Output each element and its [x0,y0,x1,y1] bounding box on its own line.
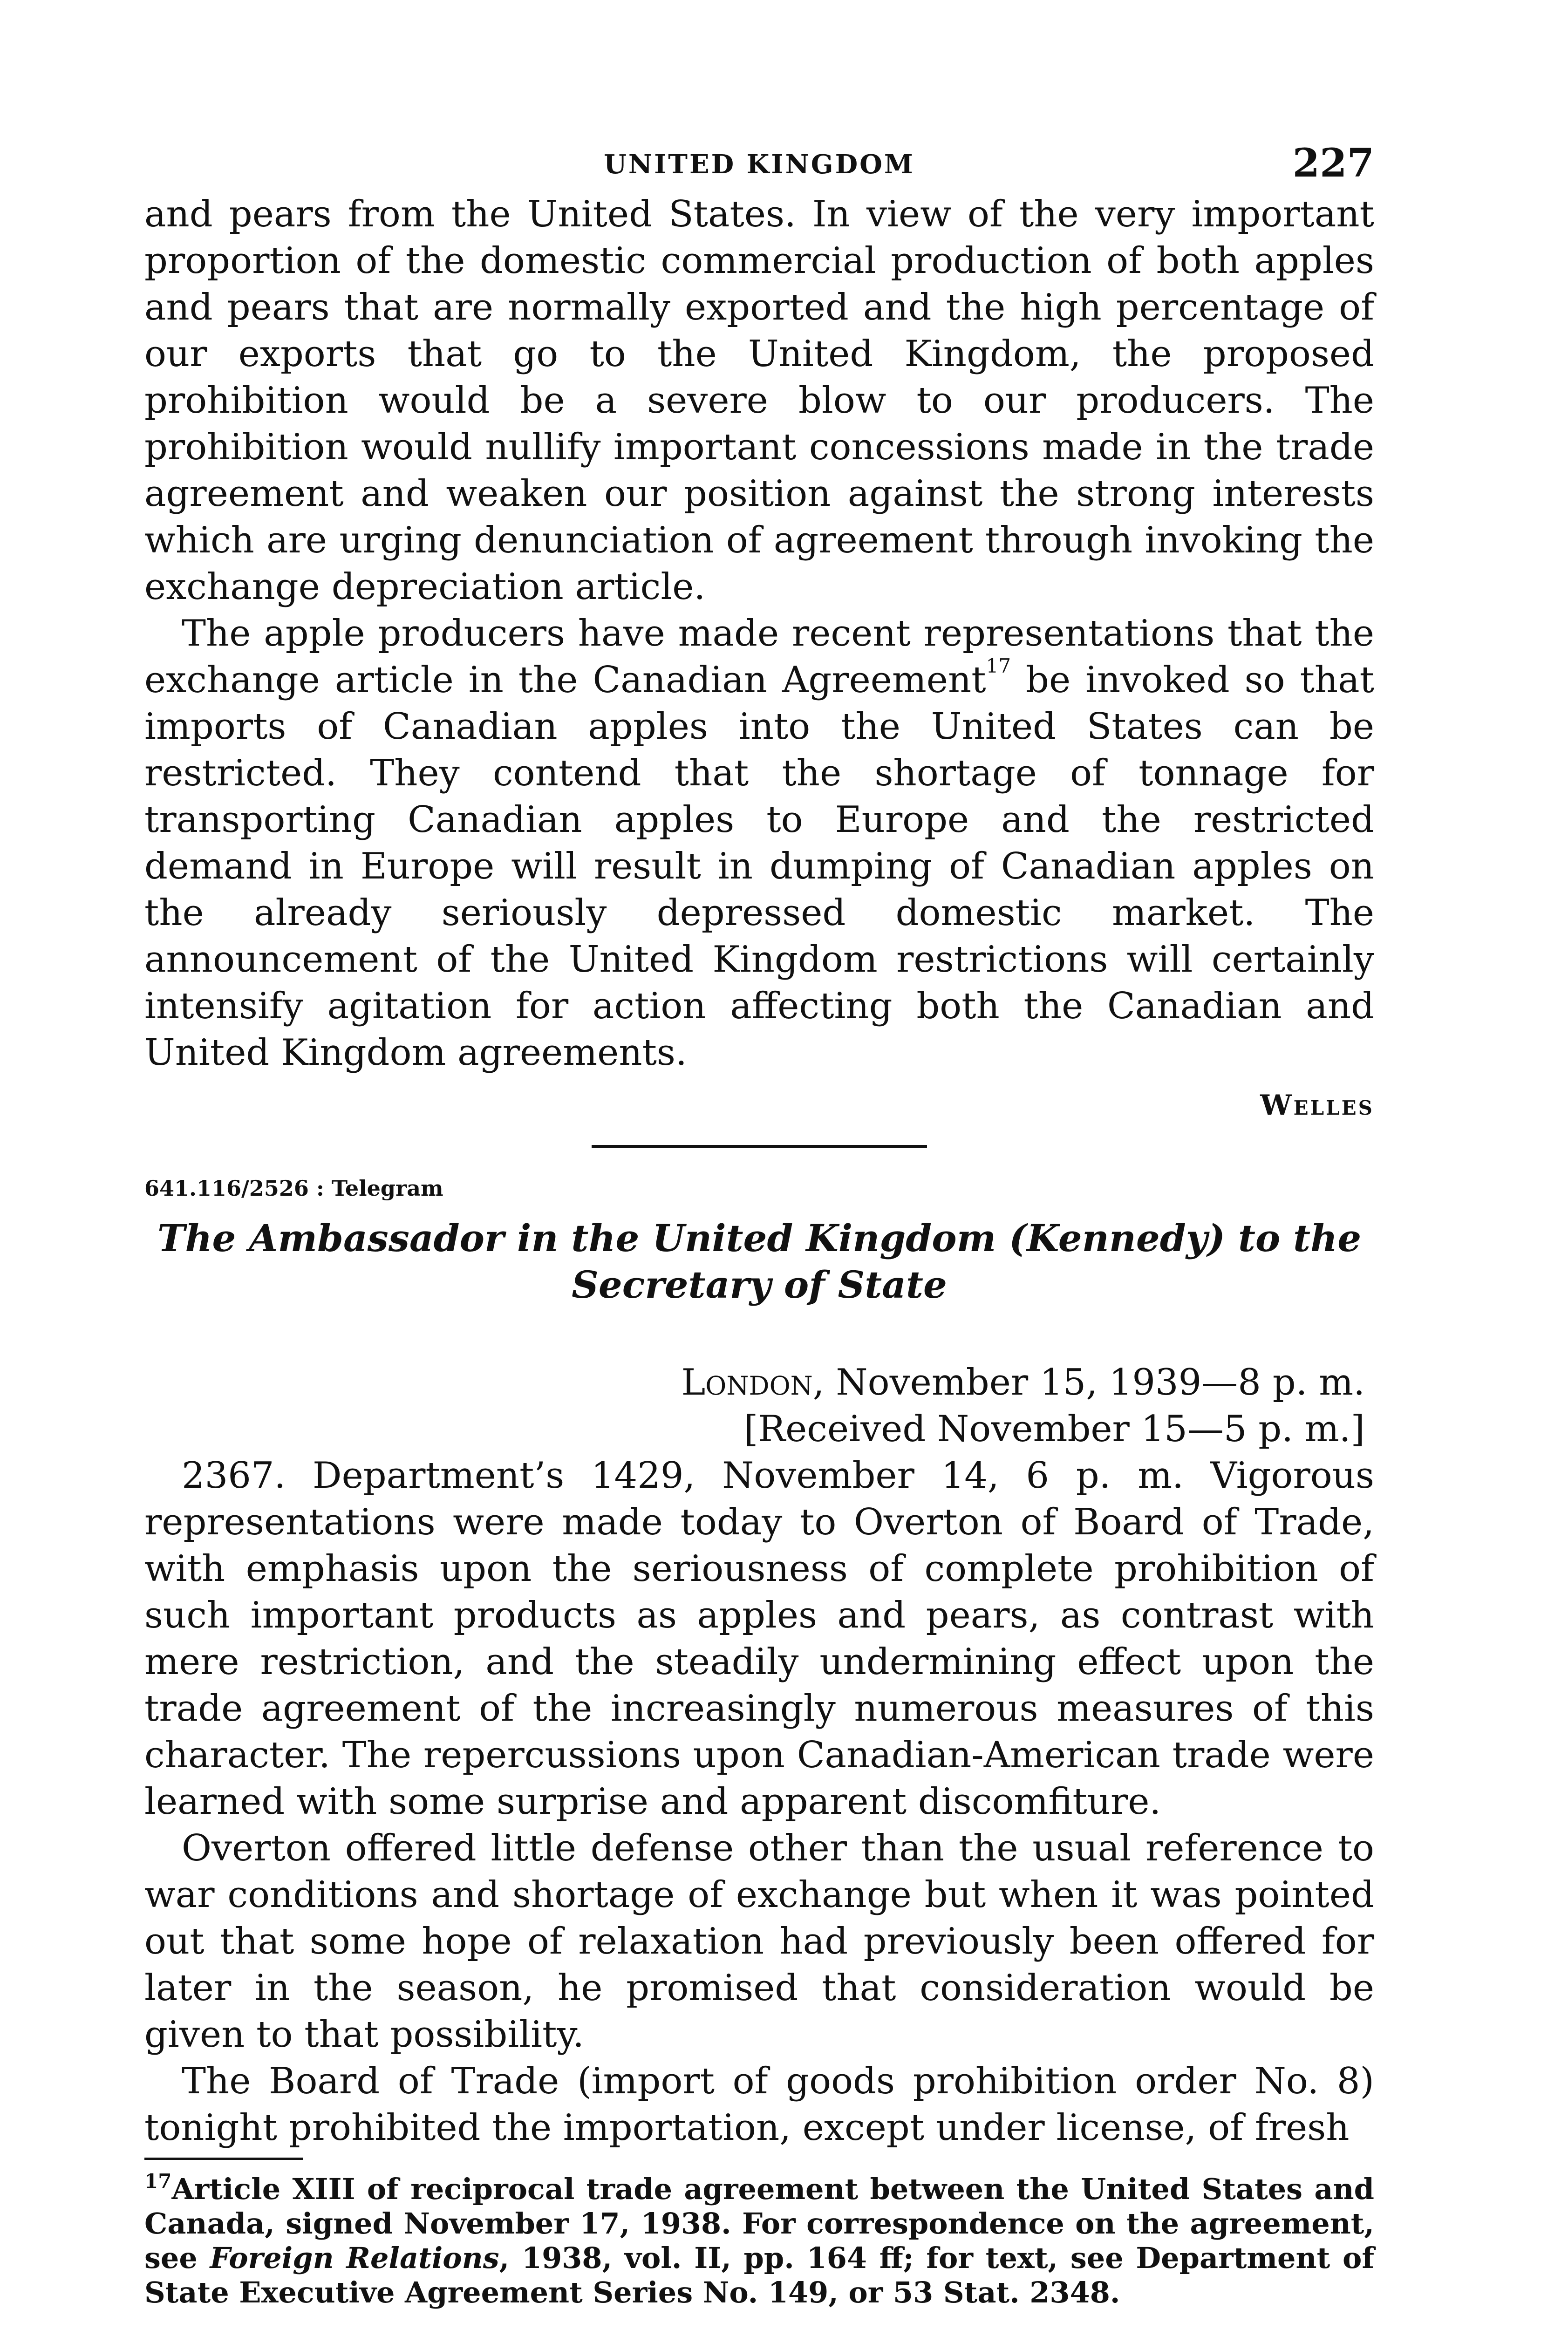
footnote-number: 17 [144,2170,172,2193]
paragraph-text-start: The apple producers have made recent representations that the exchange article in the Canadian Agreement [144,613,1374,701]
telegram-paragraph-1: 2367. Department’s 1429, November 14, 6 p. m. Vigorous representations were made today to Overton of Board of Trade, with emphasis upon the seriousness of complete prohibition of such important products as apples and pears, as contrast with mere restriction, and the steadily undermining effect upon the trade agreement of the increasingly numerous measures of this character. The repercussions upon Canadian-American trade were learned with some surprise and apparent discomfiture. [144,1455,1374,1823]
body-text [144,191,1374,1076]
file-number: 641.116/2526 : Telegram [144,1176,443,1201]
section-divider [592,1145,927,1148]
page-number: 227 [1292,140,1374,186]
paragraph-text-end: be invoked so that imports of Canadian apples into the United States can be restricted. They contend that the shortage of tonnage for transporting Canadian apples to Europe and the restricted demand in Europe will result in dumping of Canadian apples on the already seriously depressed domestic market. The announcement of the United Kingdom restrictions will certainly intensify agitation for action affecting both the Canadian and United Kingdom agreements. [144,659,1374,1074]
dateline-place: London [681,1362,813,1403]
running-title: UNITED KINGDOM [604,149,915,180]
dateline-date: , November 15, 1939—8 p. m. [812,1362,1365,1403]
running-head [144,140,1374,191]
apple-producers-paragraph [144,610,1374,1076]
footnote-text-b: , 1938, vol. II, pp. 164 ff; for text, see Department of State Executive Agreement Series No. 149, or 53 Stat. 2348. [144,2241,1375,2309]
received-line: [Received November 15—5 p. m.] [743,1408,1365,1450]
footnote-divider [144,2158,303,2160]
footnote [144,2172,1374,2310]
footnote-reference: 17 [986,654,1011,677]
footnote-italic-title: Foreign Relations [210,2241,499,2275]
document-heading: The Ambassador in the United Kingdom (Kennedy) to the Secretary of State [157,1216,1362,1307]
document-page [144,140,1374,2310]
footnote-text-a: Article XIII of reciprocal trade agreement between the United States and Canada, signed November 17, 1938. For correspondence on the agreement, see [144,2172,1374,2275]
dateline [144,1359,1374,1406]
telegram-text [144,1452,1374,2151]
telegram-paragraph-3: The Board of Trade (import of goods prohibition order No. 8) tonight prohibited the importation, except under license, of fresh [144,2060,1374,2149]
signature: Welles [1260,1089,1374,1122]
telegram-paragraph-2: Overton offered little defense other than the usual reference to war conditions and shortage of exchange but when it was pointed out that some hope of relaxation had previously been offered for later in the season, he promised that consideration would be given to that possibility. [144,1827,1374,2056]
continuation-paragraph: and pears from the United States. In view of the very important proportion of the domestic commercial production of both apples and pears that are normally exported and the high percentage of our exports that go to the United Kingdom, the proposed prohibition would be a severe blow to our producers. The prohibition would nullify important concessions made in the trade agreement and weaken our position against the strong interests which are urging denunciation of agreement through invoking the exchange depreciation article. [144,193,1374,608]
